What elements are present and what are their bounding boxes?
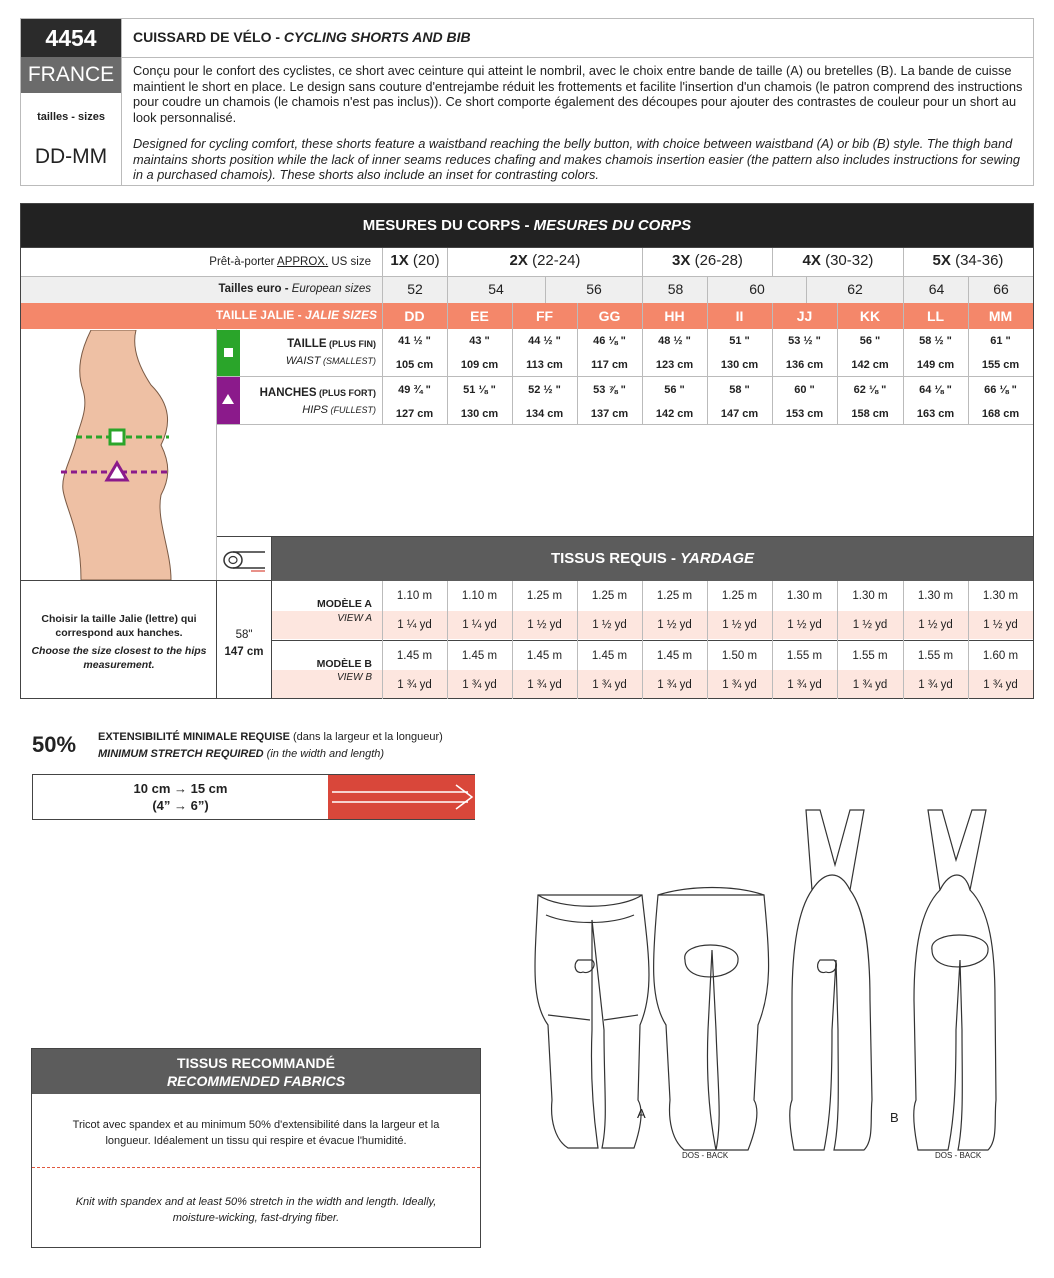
us-size-code: 3X: [672, 252, 691, 269]
hips-in: 62 ⅛ ": [853, 384, 887, 396]
euro-size: 58: [667, 281, 684, 297]
pattern-header: [20, 18, 1034, 186]
euro-size: 52: [407, 281, 423, 297]
description-fr: Conçu pour le confort des cyclistes, ce short avec ceinture qui atteint le nombril, avec le choix entre bande de taille (A) ou bretelles (B). La bande de cuisse maintient le short en place. Le design sans couture d'entrejambe réduit les frottements et facilite l'insertion d'un chamois (le patron comprend des instructions pour coudre un chamois (le chamois n'est pas inclus)). Ce short comporte également des découpes pour ajouter des contrastes de couleur pour un short au look personnalisé.: [133, 63, 1023, 125]
us-size-range: (20): [408, 252, 440, 269]
fabrics-text-en: Knit with spandex and at least 50% stretch in the width and length. Ideally, moisture-wicking, fast-drying fiber.: [75, 1196, 437, 1224]
waist-in: 61 ": [990, 335, 1011, 347]
waist-en-note: (SMALLEST): [320, 356, 376, 366]
view-b-yd: 1 ¾ yd: [787, 679, 822, 691]
view-a-yd: 1 ½ yd: [592, 619, 627, 631]
yardage-title-en: YARDAGE: [680, 550, 755, 567]
view-a-yd: 1 ½ yd: [852, 619, 888, 631]
view-a-m: 1.30 m: [982, 590, 1019, 602]
view-b-yd: 1 ¾ yd: [852, 679, 888, 691]
euro-label-fr: Tailles euro -: [218, 283, 292, 295]
us-size-range: (30-32): [820, 252, 874, 269]
hips-cm: 163 cm: [916, 408, 955, 420]
euro-size: 60: [749, 281, 765, 297]
stretch-en-note: (in the width and length): [263, 748, 385, 760]
sizes-label: tailles - sizes: [37, 111, 105, 123]
view-b-back: [914, 810, 996, 1150]
waist-in: 48 ½ ": [658, 335, 691, 347]
euro-size: 64: [928, 281, 945, 297]
view-a-yd: 1 ½ yd: [527, 619, 562, 631]
hips-in: 66 ⅛ ": [984, 384, 1017, 396]
stretch-values: [33, 780, 328, 814]
view-b-m: 1.55 m: [786, 650, 823, 662]
stretch-in: (4” → 6”): [152, 798, 209, 813]
hips-cm: 142 cm: [655, 408, 694, 420]
euro-size: 54: [488, 281, 504, 297]
divider: [903, 581, 904, 699]
divider: [32, 1167, 480, 1168]
us-size-code: 4X: [802, 252, 821, 269]
stretch-arrow: [328, 775, 475, 819]
waist-in: 46 ⅛ ": [593, 335, 626, 347]
waist-cm: 155 cm: [981, 359, 1020, 371]
euro-size: 66: [993, 281, 1009, 297]
view-b-m: 1.45 m: [656, 650, 693, 662]
view-a-front: [535, 895, 649, 1148]
fabrics-title: [32, 1049, 480, 1094]
fabrics-text-fr: Tricot avec spandex et au minimum 50% d'extensibilité dans la largeur et la longueur. Idéalement un tissu qui respire et évacue l'humidité.: [72, 1119, 440, 1147]
yardage-title-fr: TISSUS REQUIS -: [550, 550, 681, 567]
us-size-range: (26-28): [690, 252, 743, 269]
jalie-size: EE: [470, 308, 489, 324]
hips-in: 56 ": [664, 384, 685, 396]
divider: [121, 57, 1033, 58]
garment-sketches: [520, 800, 1040, 1170]
view-b-m: 1.45 m: [461, 650, 498, 662]
jalie-size: HH: [664, 308, 685, 324]
hips-in: 49 ¾ ": [398, 384, 431, 396]
hips-cm: 147 cm: [720, 408, 759, 420]
divider: [382, 581, 383, 699]
divider: [772, 581, 773, 699]
jalie-size: JJ: [796, 308, 813, 324]
sketch-back-b: DOS - BACK: [935, 1151, 982, 1160]
us-size-code: 1X: [390, 252, 409, 269]
waist-cm: 105 cm: [395, 359, 434, 371]
waist-in: 58 ½ ": [919, 335, 952, 347]
measurements-title-en: MESURES DU CORPS: [533, 217, 692, 234]
view-a-yd: 1 ½ yd: [657, 619, 692, 631]
view-a-m: 1.30 m: [786, 590, 823, 602]
hips-en-note: (FULLEST): [327, 405, 376, 415]
pattern-number: 4454: [21, 19, 121, 57]
waist-cm: 130 cm: [720, 359, 759, 371]
rtw-approx: APPROX.: [277, 256, 329, 268]
view-a-yd: 1 ½ yd: [787, 619, 822, 631]
waist-cm: 113 cm: [526, 359, 563, 371]
hips-fr: HANCHES: [259, 387, 317, 399]
us-size-range: (34-36): [950, 252, 1004, 269]
stretch-fr-note: (dans la largeur et la longueur): [289, 731, 443, 743]
view-a-m: 1.25 m: [656, 590, 693, 602]
view-a-yd: 1 ¼ yd: [397, 619, 432, 631]
view-b-m: 1.45 m: [591, 650, 628, 662]
view-a-m: 1.10 m: [396, 590, 433, 602]
measurements-table: [20, 203, 1034, 699]
view-b-yd: 1 ¾ yd: [527, 679, 562, 691]
waist-in: 56 ": [859, 335, 881, 347]
waist-in: 44 ½ ": [528, 335, 561, 347]
hips-cm: 134 cm: [525, 408, 564, 420]
arrow-right-icon: [328, 775, 475, 819]
hips-cm: 137 cm: [590, 408, 629, 420]
jalie-size: DD: [404, 308, 425, 324]
title-fr: CUISSARD DE VÉLO -: [133, 29, 284, 45]
waist-cm: 142 cm: [851, 359, 889, 371]
stretch-gauge: [32, 774, 475, 820]
view-a-m: 1.25 m: [591, 590, 628, 602]
view-a-m: 1.25 m: [526, 590, 563, 602]
view-b-yd: 1 ¾ yd: [918, 679, 953, 691]
yardage-cells: [21, 204, 1033, 698]
fabrics-title-en: RECOMMENDED FABRICS: [166, 1073, 346, 1089]
waist-cm: 117 cm: [591, 359, 628, 371]
view-b-m: 1.45 m: [526, 650, 563, 662]
hips-cm: 130 cm: [460, 408, 499, 420]
waist-cm: 136 cm: [785, 359, 824, 371]
stretch-percent: 50%: [32, 732, 77, 757]
view-b-m: 1.55 m: [852, 650, 888, 662]
waist-cm: 109 cm: [460, 359, 499, 371]
fabric-width-in: 58": [235, 629, 253, 641]
divider: [968, 581, 969, 699]
divider: [577, 581, 578, 699]
measurements-title-fr: MESURES DU CORPS -: [362, 217, 534, 234]
size-range: DD-MM: [34, 145, 108, 168]
fabric-width-cm: 147 cm: [224, 646, 264, 658]
sketch-label-a: A: [637, 1106, 646, 1121]
euro-size: 62: [847, 281, 863, 297]
hips-in: 58 ": [729, 384, 750, 396]
waist-cm: 149 cm: [916, 359, 955, 371]
country-label: FRANCE: [21, 57, 121, 93]
jalie-size: II: [735, 308, 744, 324]
waist-in: 53 ½ ": [788, 335, 821, 347]
view-b-m: 1.45 m: [396, 650, 433, 662]
view-a-fr: MODÈLE A: [316, 598, 372, 610]
waist-en: WAIST: [285, 355, 321, 367]
hips-fr-note: (PLUS FORT): [316, 388, 376, 398]
hips-in: 52 ½ ": [528, 384, 561, 396]
stretch-en: MINIMUM STRETCH REQUIRED: [98, 748, 264, 760]
waist-cm: 123 cm: [655, 359, 694, 371]
view-b-m: 1.60 m: [982, 650, 1019, 662]
hips-cm: 127 cm: [395, 408, 434, 420]
waist-in: 51 ": [729, 335, 750, 347]
hips-cm: 153 cm: [785, 408, 824, 420]
us-size-code: 2X: [509, 252, 528, 269]
euro-label-en: European sizes: [291, 283, 371, 295]
hips-in: 60 ": [794, 384, 815, 396]
view-a-back: [654, 888, 769, 1151]
divider: [642, 581, 643, 699]
view-b-yd: 1 ¾ yd: [983, 679, 1018, 691]
hips-en: HIPS: [302, 404, 328, 416]
view-a-yd: 1 ½ yd: [918, 619, 953, 631]
view-b-yd: 1 ¾ yd: [722, 679, 757, 691]
waist-fr-note: (PLUS FIN): [326, 339, 376, 349]
waist-fr: TAILLE: [287, 338, 327, 350]
hips-in: 53 ⅞ ": [593, 384, 626, 396]
hips-cm: 168 cm: [981, 408, 1020, 420]
technical-drawings: [520, 800, 1040, 1170]
rtw-label-text: Prêt-à-porter: [209, 256, 278, 268]
waist-in: 43 ": [469, 335, 490, 347]
view-b-en: VIEW B: [336, 672, 372, 683]
view-b-yd: 1 ¾ yd: [462, 679, 497, 691]
jalie-size: FF: [535, 308, 554, 324]
us-size-code: 5X: [932, 252, 951, 269]
pattern-title: [133, 29, 471, 45]
view-b-yd: 1 ¾ yd: [592, 679, 627, 691]
view-b-fr: MODÈLE B: [316, 658, 372, 670]
rtw-us: US size: [328, 256, 371, 268]
recommended-fabrics: [31, 1048, 481, 1248]
fabrics-title-fr: TISSUS RECOMMANDÉ: [177, 1055, 335, 1071]
hips-in: 51 ⅛ ": [463, 384, 496, 396]
euro-size: 56: [586, 281, 602, 297]
view-a-m: 1.30 m: [852, 590, 888, 602]
divider: [707, 581, 708, 699]
sketch-back-a: DOS - BACK: [682, 1151, 729, 1160]
jalie-size: KK: [859, 308, 881, 324]
stretch-label-fr: [98, 731, 443, 743]
divider: [447, 581, 448, 699]
hips-cm: 158 cm: [851, 408, 889, 420]
divider: [512, 581, 513, 699]
view-a-yd: 1 ¼ yd: [462, 619, 497, 631]
view-b-front: [790, 810, 872, 1150]
view-a-en: VIEW A: [337, 613, 372, 624]
view-a-m: 1.30 m: [917, 590, 954, 602]
us-size-range: (22-24): [527, 252, 581, 269]
jalie-size: GG: [598, 308, 621, 324]
waist-in: 41 ½ ": [398, 335, 431, 347]
stretch-label-en: [98, 748, 384, 760]
view-b-yd: 1 ¾ yd: [397, 679, 432, 691]
title-en: CYCLING SHORTS AND BIB: [283, 29, 471, 45]
choose-size-fr: Choisir la taille Jalie (lettre) qui correspond aux hanches.: [41, 613, 197, 639]
jalie-size: LL: [926, 308, 945, 324]
choose-size-en: Choose the size closest to the hips measurement.: [31, 645, 207, 671]
divider: [837, 581, 838, 699]
view-a-m: 1.25 m: [721, 590, 758, 602]
jalie-label-fr: TAILLE JALIE -: [215, 308, 305, 322]
jalie-label-en: JALIE SIZES: [304, 308, 377, 322]
view-b-m: 1.50 m: [721, 650, 758, 662]
divider: [121, 19, 122, 185]
divider: [272, 640, 1033, 641]
view-a-yd: 1 ½ yd: [983, 619, 1018, 631]
sketch-label-b: B: [890, 1110, 899, 1125]
view-a-yd: 1 ½ yd: [722, 619, 757, 631]
stretch-cm: 10 cm → 15 cm: [133, 781, 228, 796]
description-en: Designed for cycling comfort, these shorts feature a waistband reaching the belly button, with choice between waistband (A) or bib (B) style. The thigh band maintains shorts position while the lack of inner seams reduces chafing and makes chamois insertion easier (the pattern also includes instructions for sewing in a purchased chamois). These shorts also include an inset for contrasting colors.: [133, 136, 1020, 182]
jalie-size: MM: [988, 308, 1013, 324]
view-b-yd: 1 ¾ yd: [657, 679, 692, 691]
view-b-m: 1.55 m: [917, 650, 954, 662]
view-a-m: 1.10 m: [461, 590, 498, 602]
stretch-fr: EXTENSIBILITÉ MINIMALE REQUISE: [98, 731, 290, 743]
hips-in: 64 ⅛ ": [919, 384, 952, 396]
